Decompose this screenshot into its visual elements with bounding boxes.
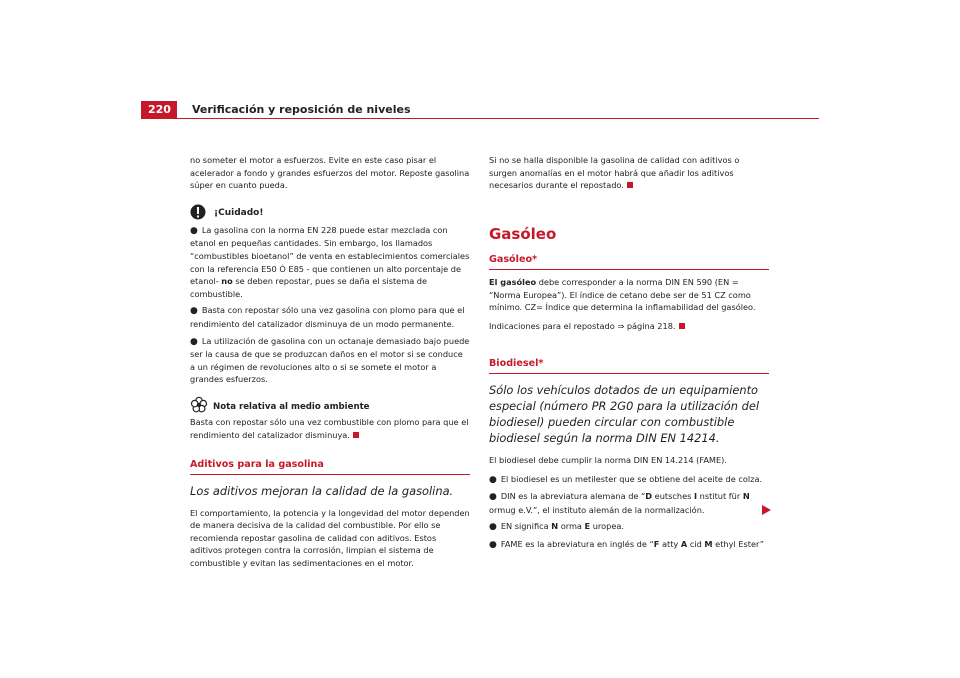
caution-bullet-1	[190, 224, 470, 301]
biodiesel-paragraph: El biodiesel debe cumplir la norma DIN EN 14.214 (FAME).	[489, 454, 727, 465]
right-intro-paragraph	[489, 154, 769, 192]
environment-paragraph	[190, 416, 470, 441]
bullet-dot-icon: ●	[489, 522, 497, 533]
bullet-dot-icon: ●	[190, 336, 198, 347]
environment-text: Basta con repostar sólo una vez combustible con plomo para que el rendimiento del catalizador disminuya.	[190, 416, 469, 440]
left-intro-paragraph: no someter el motor a esfuerzos. Evite en este caso pisar el acelerador a fondo y grandes esfuerzos del motor. Reposte gasolina súper en cuanto pueda.	[190, 155, 470, 191]
caution-1-emphasis: no	[221, 276, 233, 287]
right-column	[489, 154, 769, 556]
gasoleo-section-title: Gasóleo*	[489, 254, 769, 270]
end-of-section-icon	[679, 323, 685, 329]
bullet-2-text: DIN es la abreviatura alemana de “	[500, 491, 646, 502]
header-divider	[141, 118, 819, 119]
bullet-dot-icon: ●	[489, 474, 497, 485]
gasoleo-reference-text: Indicaciones para el repostado	[489, 320, 615, 331]
bullet-dot-icon: ●	[190, 225, 198, 236]
next-page-arrow-icon[interactable]	[762, 505, 771, 515]
bullet-dot-icon: ●	[190, 306, 198, 317]
caution-1-text-end: se deben repostar, pues se daña el sistema de combustible.	[190, 276, 428, 299]
right-intro-text: Si no se halla disponible la gasolina de calidad con aditivos o surgen anomalías en el motor habrá que añadir los aditivos necesarios durante el repostado.	[489, 155, 740, 191]
bullet-dot-icon: ●	[489, 492, 497, 503]
warning-icon	[190, 204, 206, 220]
bullet-4-letter-f: F	[653, 538, 660, 549]
page-reference-link[interactable]: página 218.	[626, 320, 676, 331]
biodiesel-bullet-2	[489, 490, 769, 516]
bullet-2-text: nstitut für	[697, 491, 743, 502]
caution-heading	[190, 204, 470, 220]
bullet-2-letter-i: I	[693, 491, 698, 502]
bullet-4-text: atty	[659, 538, 681, 549]
additives-paragraph: El comportamiento, la potencia y la longevidad del motor dependen de manera decisiva de la calidad del combustible. Por ello se recomienda repostar gasolina de calidad con aditivos. Estos aditivos protegen contra la corrosión, limpian el sistema de combustible y evitan las sedimentaciones en el motor.	[190, 507, 470, 569]
gasoleo-text: debe corresponder a la norma DIN EN 590 (EN = “Norma Europea”). El índice de cetano debe ser de 51 CZ como mínimo. CZ= Índice que determina la inflamabilidad del gasóleo.	[489, 276, 756, 313]
left-column	[190, 154, 470, 576]
environment-title: Nota relativa al medio ambiente	[213, 402, 370, 413]
end-of-section-icon	[627, 182, 633, 188]
page-reference-arrow-icon: ⇒	[617, 320, 625, 331]
biodiesel-bullet-1	[489, 473, 769, 487]
caution-2-text: Basta con repostar sólo una vez gasolina con plomo para que el rendimiento del catalizador disminuya de un modo permanente.	[190, 305, 465, 329]
bullet-3-text: uropea.	[590, 521, 624, 532]
page-number: 220	[141, 101, 177, 118]
bullet-2-text: ormug e.V.”, el instituto alemán de la normalización.	[489, 504, 705, 515]
gasoleo-paragraph	[489, 276, 769, 314]
bullet-2-text: eutsches	[652, 491, 694, 502]
caution-1-text: La gasolina con la norma EN 228 puede estar mezclada con etanol en pequeñas cantidades. Sin embargo, los llamados “combustibles bioetanol” de venta en establecimientos comerciales con la referencia E50 Ó E85 - que contienen un alto porcentaje de etanol-	[190, 224, 470, 287]
running-header-title: Verificación y reposición de niveles	[192, 103, 411, 116]
caution-bullet-2	[190, 304, 470, 330]
bullet-4-text: ethyl Ester”	[712, 538, 764, 549]
bullet-3-text: EN significa	[500, 521, 552, 532]
gasoleo-bold-term: El gasóleo	[489, 276, 537, 287]
bullet-4-text: FAME es la abreviatura en inglés de “	[500, 538, 654, 549]
bullet-4-letter-m: M	[704, 538, 713, 549]
additives-section-title: Aditivos para la gasolina	[190, 459, 470, 475]
caution-title: ¡Cuidado!	[214, 208, 264, 219]
end-of-section-icon	[353, 432, 359, 438]
environment-heading	[190, 396, 470, 414]
bullet-dot-icon: ●	[489, 539, 497, 550]
bullet-2-letter-d: D	[645, 491, 653, 502]
biodiesel-bullet-4	[489, 538, 769, 552]
caution-3-text: La utilización de gasolina con un octanaje demasiado bajo puede ser la causa de que se produzcan daños en el motor si se conduce a un régimen de revoluciones alto o si se somete el motor a grandes esfuerzos.	[190, 335, 470, 385]
gasoleo-reference-paragraph	[489, 320, 769, 333]
additives-lead: Los aditivos mejoran la calidad de la gasolina.	[190, 483, 454, 498]
caution-bullet-3	[190, 335, 470, 386]
bullet-3-letter-e: E	[584, 521, 591, 532]
environment-flower-icon	[190, 396, 208, 414]
bullet-2-letter-n: N	[742, 491, 750, 502]
biodiesel-section-title: Biodiesel*	[489, 358, 769, 374]
biodiesel-bullet-1-text: El biodiesel es un metilester que se obtiene del aceite de colza.	[500, 473, 763, 484]
biodiesel-lead: Sólo los vehículos dotados de un equipamiento especial (número PR 2G0 para la utilización del biodiesel) pueden circular con combustible biodiesel según la norma DIN EN 14214.	[489, 382, 760, 445]
bullet-3-text: orma	[558, 521, 585, 532]
bullet-4-letter-a: A	[680, 538, 688, 549]
bullet-3-letter-n: N	[551, 521, 559, 532]
bullet-4-text: cid	[687, 538, 705, 549]
biodiesel-bullet-3	[489, 520, 769, 534]
gasoleo-chapter-title: Gasóleo	[489, 224, 557, 243]
